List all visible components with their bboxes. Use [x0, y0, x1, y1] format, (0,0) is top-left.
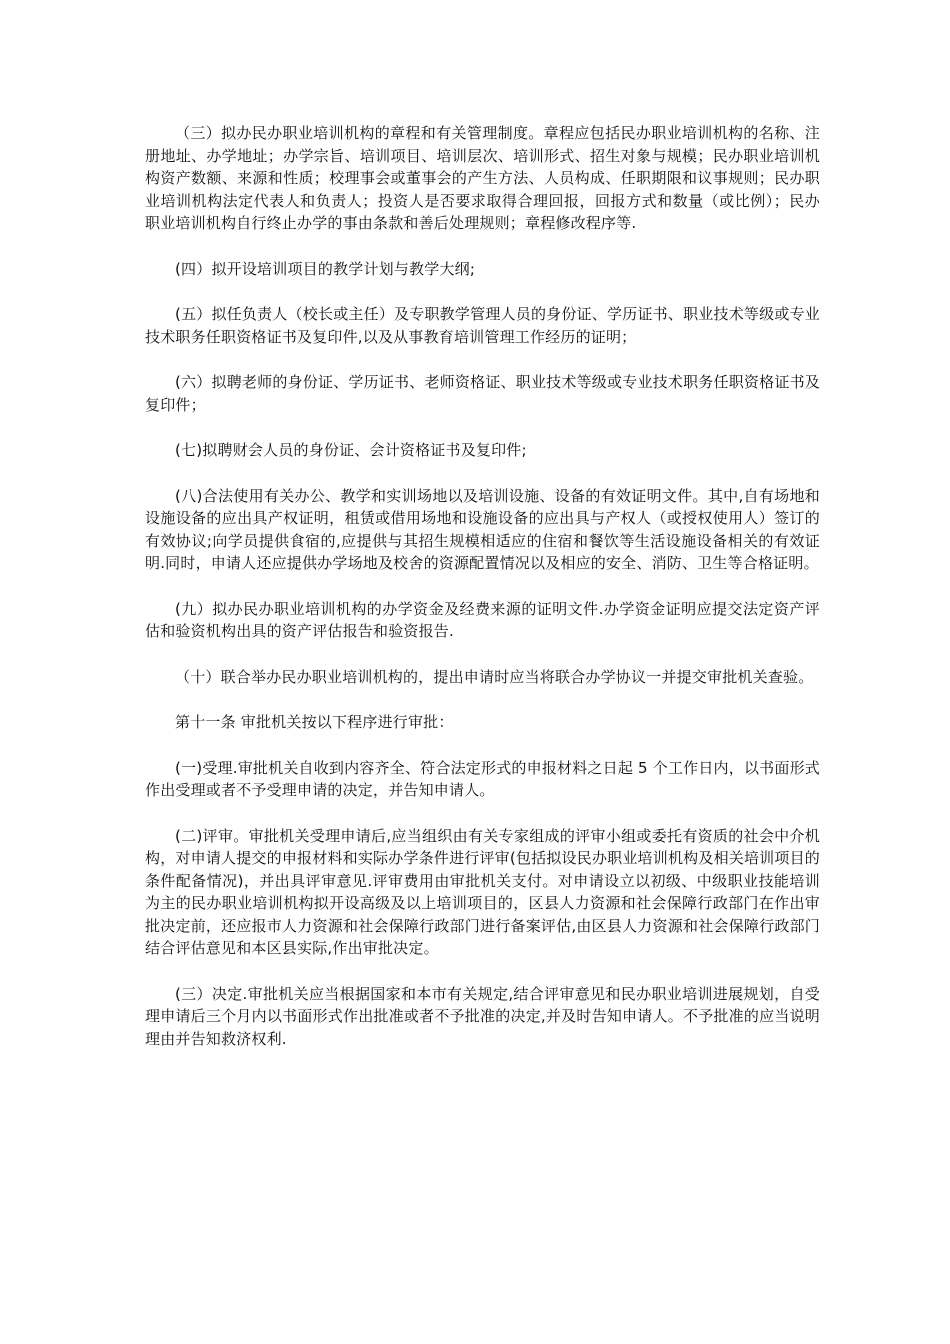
- paragraph-charter: （三）拟办民办职业培训机构的章程和有关管理制度。章程应包括民办职业培训机构的名称、注册地址、办学地址；办学宗旨、培训项目、培训层次、培训形式、招生对象与规模；民办职业培训机构资产数额、来源和性质；校理事会或董事会的产生方法、人员构成、任职期限和议事规则；民办职业培训机构法定代表人和负责人；投资人是否要求取得合理回报，回报方式和数量（或比例）；民办职业培训机构自行终止办学的事由条款和善后处理规则；章程修改程序等.: [145, 124, 820, 232]
- article-eleven-heading: 第十一条 审批机关按以下程序进行审批：: [175, 713, 454, 731]
- paragraph-decision: (三）决定.审批机关应当根据国家和本市有关规定,结合评审意见和民办职业培训进展规划，自受理申请后三个月内以书面形式作出批准或者不予批准的决定,并及时告知申请人。不予批准的应当说明理由并告知救济权利.: [145, 984, 820, 1048]
- paragraph-review: (二)评审。审批机关受理申请后,应当组织由有关专家组成的评审小组或委托有资质的社会中介机构，对申请人提交的申报材料和实际办学条件进行评审(包括拟设民办职业培训机构及相关培训项目的条件配备情况)，并出具评审意见.评审费用由审批机关支付。对申请设立以初级、中级职业技能培训为主的民办职业培训机构拟开设高级及以上培训项目的，区县人力资源和社会保障行政部门在作出审批决定前，还应报市人力资源和社会保障行政部门进行备案评估,由区县人力资源和社会保障行政部门结合评估意见和本区县实际,作出审批决定。: [145, 826, 820, 957]
- paragraph-acceptance: (一)受理.审批机关自收到内容齐全、符合法定形式的申报材料之日起 5 个工作日内，以书面形式作出受理或者不予受理申请的决定，并告知申请人。: [145, 758, 820, 799]
- paragraph-teacher-credentials: (六）拟聘老师的身份证、学历证书、老师资格证、职业技术等级或专业技术职务任职资格证书及复印件；: [145, 373, 820, 414]
- paragraph-joint-agreement: （十）联合举办民办职业培训机构的，提出申请时应当将联合办学协议一并提交审批机关查验。: [175, 667, 814, 686]
- document-body: [145, 122, 820, 1050]
- paragraph-venue-proof: (八)合法使用有关办公、教学和实训场地以及培训设施、设备的有效证明文件。其中,自有场地和设施设备的应出具产权证明，租赁或借用场地和设施设备的应出具与产权人（或授权使用人）签订的有效协议;向学员提供食宿的,应提供与其招生规模相适应的住宿和餐饮等生活设施设备相关的有效证明.同时，申请人还应提供办学场地及校舍的资源配置情况以及相应的安全、消防、卫生等合格证明。: [145, 486, 820, 572]
- paragraph-funding-proof: (九）拟办民办职业培训机构的办学资金及经费来源的证明文件.办学资金证明应提交法定资产评估和验资机构出具的资产评估报告和验资报告.: [145, 599, 820, 640]
- paragraph-accountant-credentials: (七)拟聘财会人员的身份证、会计资格证书及复印件;: [175, 441, 527, 459]
- paragraph-principal-credentials: (五）拟任负责人（校长或主任）及专职教学管理人员的身份证、学历证书、职业技术等级或专业技术职务任职资格证书及复印件,以及从事教育培训管理工作经历的证明；: [145, 305, 820, 346]
- paragraph-teaching-plan: (四）拟开设培训项目的教学计划与教学大纲;: [175, 259, 476, 278]
